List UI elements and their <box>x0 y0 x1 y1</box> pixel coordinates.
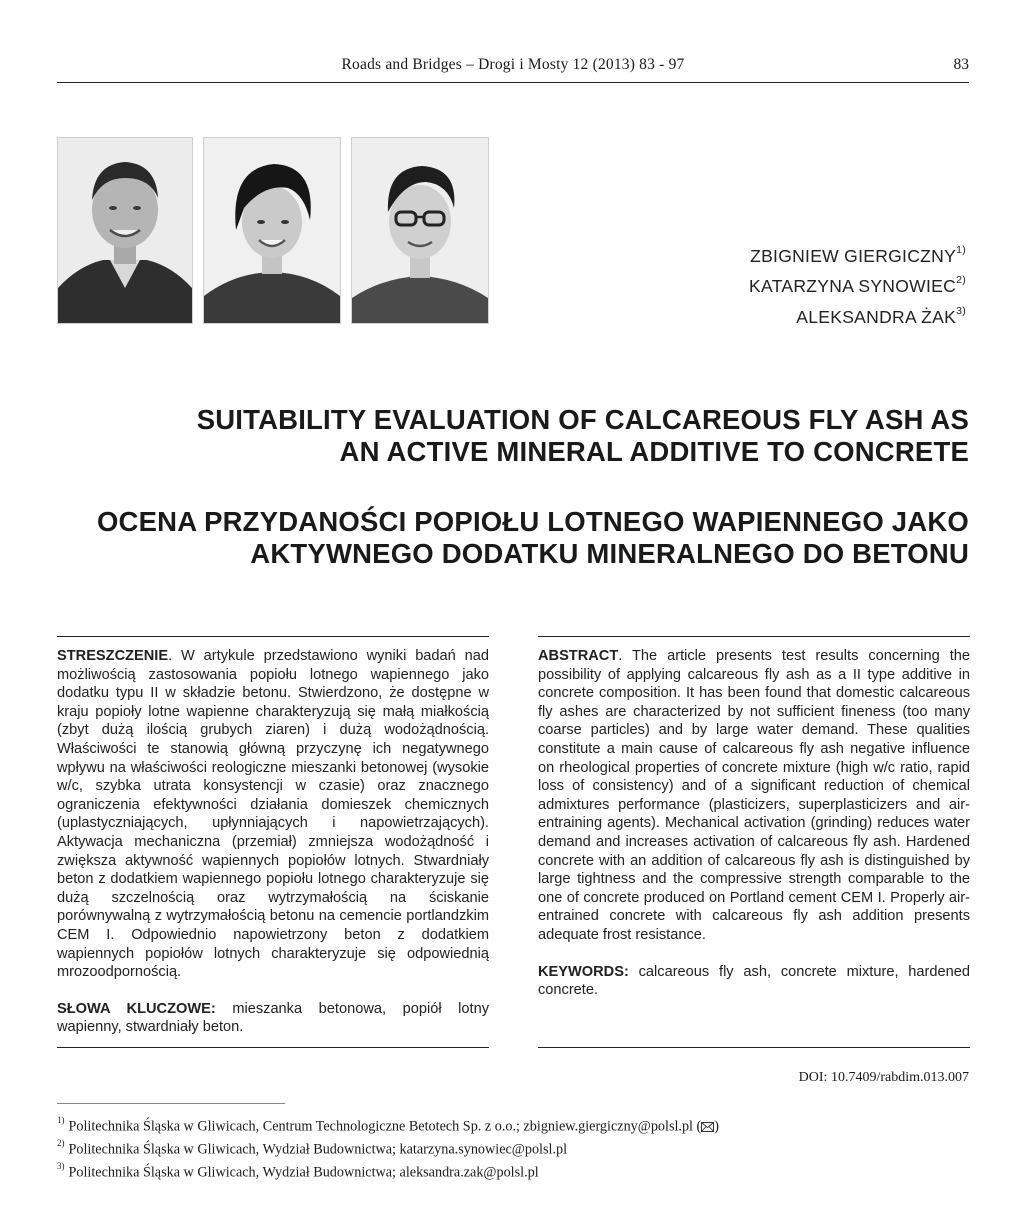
journal-citation: Roads and Bridges – Drogi i Mosty 12 (2013) 83 - 97 <box>341 56 685 73</box>
abstract-label: STRESZCZENIE <box>57 648 169 664</box>
running-header <box>57 52 969 83</box>
author-list <box>749 239 966 330</box>
author-photo-1 <box>57 137 193 324</box>
author-name: ALEKSANDRA ŻAK$^{3)}$ <box>796 304 966 327</box>
author-name: ZBIGNIEW GIERGICZNY$^{1)}$ <box>750 244 966 266</box>
author-name: KATARZYNA SYNOWIEC$^{2)}$ <box>749 274 966 297</box>
footnote: $^{1)}$ Politechnika Śląska w Gliwicach, Centrum Technologiczne Betotech Sp. z o.o.; zbigniew.giergiczny@polsl.pl ( ) <box>57 1115 719 1135</box>
title-english: SUITABILITY EVALUATION OF CALCAREOUS FLY ASH AS AN ACTIVE MINERAL ADDITIVE TO CONCRETE <box>196 404 969 467</box>
footnote-divider <box>57 1103 285 1104</box>
page-number: 83 <box>953 56 969 73</box>
keywords-text: calcareous fly ash, concrete mixture, hardened concrete. <box>538 963 970 999</box>
doi: DOI: 10.7409/rabdim.013.007 <box>798 1070 969 1085</box>
footnotes <box>57 1113 957 1183</box>
divider <box>57 1047 489 1048</box>
keywords-label: KEYWORDS: <box>538 963 629 980</box>
keywords-text: mieszanka betonowa, popiół lotny wapienny, stwardniały beton. <box>57 1000 489 1036</box>
divider <box>538 1047 970 1048</box>
abstract-text: . W artykule przedstawiono wyniki badań nad możliwością zastosowania popiołu lotnego wapiennego jako dodatku typu II w składzie betonu. Stwierdzono, że dostępne w kraju popioły lotne wapienne charakteryzują się małą miałkością (zbyt dużą ilością grubych ziaren) i dużą wodożądnością. Właściwości te stanowią główną przyczynę ich negatywnego wpływu na właściwości reologiczne mieszanki betonowej (wysokie w/c, szybka utrata konsystencji w czasie) oraz znacznego ograniczenia efektywności działania domieszek chemicznych (uplastyczniających, upłynniających i napowietrzających). Aktywacja mechaniczna (przemiał) zmniejsza wodożądność i zwiększa aktywność wapiennych popiołów lotnych. Stwardniały beton z dodatkiem wapiennego popiołu lotnego charakteryzuje się dużą szczelnością oraz wytrzymałością na ściskanie porównywalną z wytrzymałością betonu na cemencie portlandzkim CEM I. Odpowiednio napowietrzony beton z dodatkiem wapiennych popiołów lotnych charakteryzuje się odpowiednią mrozoodpornością. <box>57 648 489 981</box>
keywords-label: SŁOWA KLUCZOWE: <box>57 1000 216 1017</box>
footnote: $^{3)}$ Politechnika Śląska w Gliwicach, Wydział Budownictwa; aleksandra.zak@polsl.pl <box>57 1161 539 1182</box>
author-photo-3 <box>351 137 489 324</box>
abstract-english <box>538 636 970 1000</box>
abstract-text: . The article presents test results concerning the possibility of applying calcareous fly ash as a II type additive in concrete composition. It has been found that domestic calcareous fly ashes are characterized by not sufficient fineness (too many coarse particles) and by large water demand. These qualities constitute a main cause of calcareous fly ash negative influence on rheological properties of concrete mixture (high w/c ratio, rapid loss of consistency) and of a significant reduction of chemical admixtures performance (plasticizers, superplasticizers and air-entraining agents). Mechanical activation (grinding) reduces water demand and increases activation of calcareous fly ash. Hardened concrete with an addition of calcareous fly ash is distinguished by large tightness and the compressive strength comparable to the one of concrete produced on Portland cement CEM I. Properly air-entrained concrete with calcareous fly ash addition presents adequate frost resistance. <box>538 648 970 943</box>
envelope-icon[interactable] <box>701 1119 714 1129</box>
author-photo-2 <box>203 137 341 324</box>
abstract-polish <box>57 636 489 1037</box>
footnote: $^{2)}$ Politechnika Śląska w Gliwicach, Wydział Budownictwa; katarzyna.synowiec@polsl.pl <box>57 1138 568 1158</box>
title-polish: OCENA PRZYDANOŚCI POPIOŁU LOTNEGO WAPIENNEGO JAKO AKTYWNEGO DODATKU MINERALNEGO DO BETONU <box>96 506 969 569</box>
abstract-label: ABSTRACT <box>538 648 619 664</box>
